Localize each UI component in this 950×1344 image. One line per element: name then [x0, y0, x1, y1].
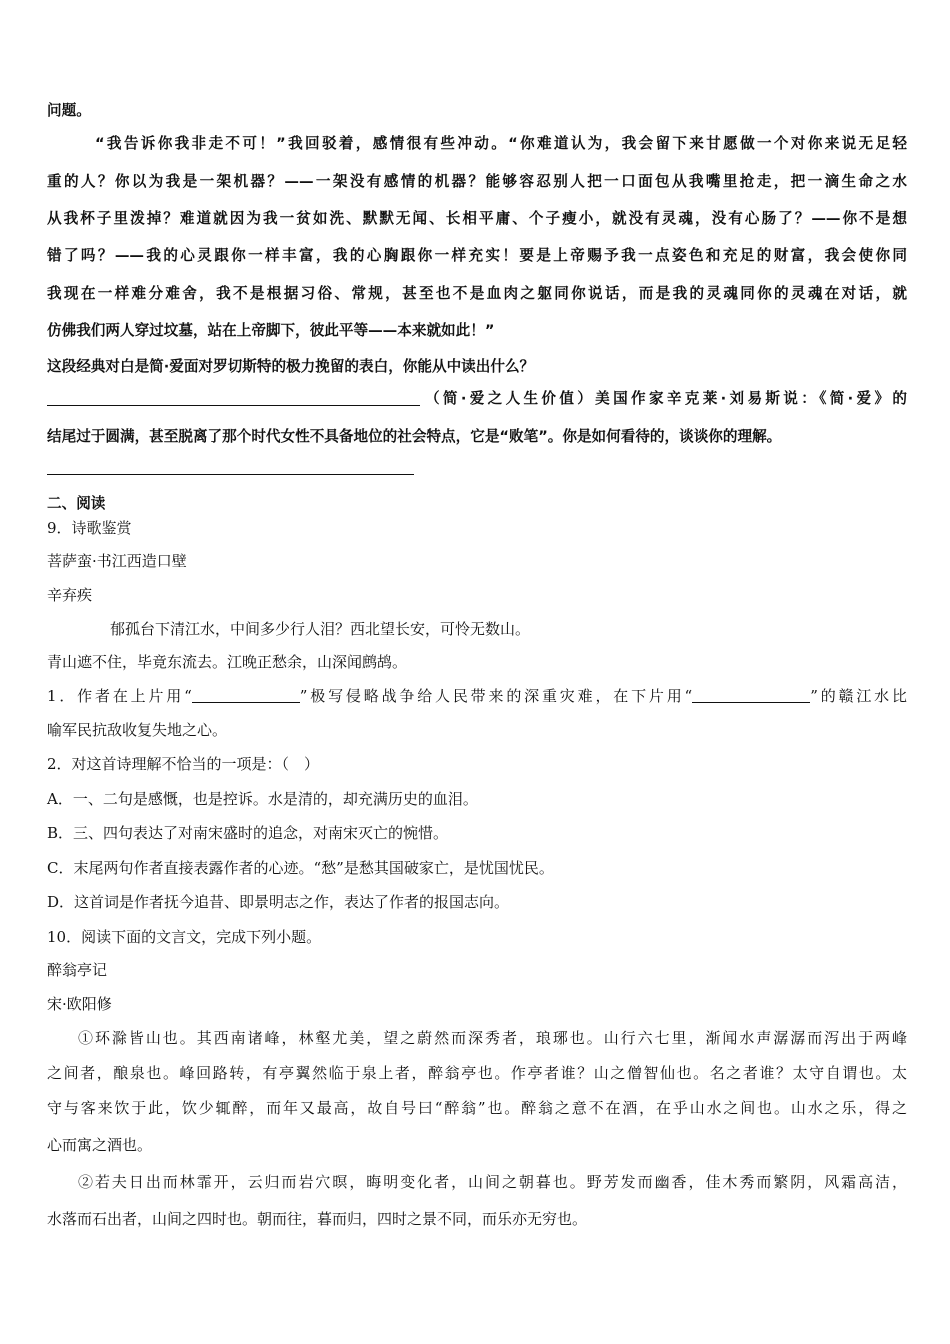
- option-d: D．这首词是作者抚今追昔、即景明志之作，表达了作者的报国志向。: [47, 893, 510, 911]
- question-10-title: 10．阅读下面的文言文，完成下列小题。: [47, 928, 322, 946]
- blank-2[interactable]: [692, 686, 810, 703]
- question-b-first: （简·爱之人生价值）美国作家辛克莱·刘易斯说：《简·爱》的: [425, 390, 907, 407]
- paragraph-2-line: ②若夫日出而林霏开，云归而岩穴暝，晦明变化者，山间之朝暮也。野芳发而幽香，佳木秀而繁阴，风霜高洁，: [78, 1173, 907, 1191]
- quote-line: “我告诉你我非走不可！”我回驳着，感情很有些冲动。“你难道认为，我会留下来甘愿做一个对你来说无足轻: [95, 135, 907, 152]
- question-9-title: 9．诗歌鉴赏: [47, 519, 132, 537]
- question-1: 1．作者在上片用“ ”极写侵略战争给人民带来的深重灾难，在下片用“ ”的赣江水比: [47, 687, 907, 705]
- quote-line: 我现在一样难分难舍，我不是根据习俗、常规，甚至也不是血肉之躯同你说话，而是我的灵魂同你的灵魂在对话，就: [47, 285, 907, 302]
- answer-line: [47, 405, 420, 406]
- option-b: B．三、四句表达了对南宋盛时的追念，对南宋灭亡的惋惜。: [47, 824, 449, 842]
- poem-author: 辛弃疾: [47, 586, 93, 604]
- poem-title: 菩萨蛮·书江西造口壁: [47, 552, 187, 570]
- paragraph-1-line: 之间者，酿泉也。峰回路转，有亭翼然临于泉上者，醉翁亭也。作亭者谁？山之僧智仙也。名之者谁？太守自谓也。太: [47, 1064, 907, 1082]
- quote-line: 仿佛我们两人穿过坟墓，站在上帝脚下，彼此平等——本来就如此！”: [47, 322, 495, 339]
- blank-1[interactable]: [192, 686, 300, 703]
- quote-line: 从我杯子里泼掉？难道就因为我一贫如洗、默默无闻、长相平庸、个子瘦小，就没有灵魂，没有心肠了？——你不是想: [47, 210, 907, 227]
- paragraph-1-line: 守与客来饮于此，饮少辄醉，而年又最高，故自号曰“醉翁”也。醉翁之意不在酒，在乎山水之间也。山水之乐，得之: [47, 1099, 907, 1117]
- quote-line: 错了吗？——我的心灵跟你一样丰富，我的心胸跟你一样充实！要是上帝赐予我一点姿色和充足的财富，我会使你同: [47, 247, 907, 264]
- poem-line: 郁孤台下清江水，中间多少行人泪？西北望长安，可怜无数山。: [110, 620, 531, 638]
- question-2: 2．对这首诗理解不恰当的一项是：（ ）: [47, 755, 320, 773]
- text-author: 宋·欧阳修: [47, 995, 112, 1013]
- paragraph-1-line: ①环滁皆山也。其西南诸峰，林壑尤美，望之蔚然而深秀者，琅琊也。山行六七里，渐闻水声潺潺而泻出于两峰: [78, 1029, 907, 1047]
- option-c: C．末尾两句作者直接表露作者的心迹。“愁”是愁其国破家亡，是忧国忧民。: [47, 859, 554, 877]
- poem-line: 青山遮不住，毕竟东流去。江晚正愁余，山深闻鹧鸪。: [47, 653, 408, 671]
- quote-line: 重的人？你以为我是一架机器？——一架没有感情的机器？能够容忍别人把一口面包从我嘴里抢走，把一滴生命之水: [47, 173, 907, 190]
- section-heading: 二、阅读: [47, 495, 106, 512]
- line-wenti: 问题。: [47, 102, 91, 119]
- question-b-second: 结尾过于圆满，甚至脱离了那个时代女性不具备地位的社会特点，它是“败笔”。你是如何看待的，谈谈你的理解。: [47, 428, 782, 445]
- answer-line: [47, 474, 414, 475]
- option-a: A．一、二句是感慨，也是控诉。水是清的，却充满历史的血泪。: [47, 790, 478, 808]
- text-title: 醉翁亭记: [47, 961, 108, 979]
- paragraph-1-line: 心而寓之酒也。: [47, 1136, 153, 1154]
- paragraph-2-line: 水落而石出者，山间之四时也。朝而往，暮而归，四时之景不同，而乐亦无穷也。: [47, 1210, 588, 1228]
- question-1-line2: 喻军民抗敌收复失地之心。: [47, 721, 228, 739]
- question-a: 这段经典对白是简·爱面对罗切斯特的极力挽留的表白，你能从中读出什么？: [47, 358, 535, 375]
